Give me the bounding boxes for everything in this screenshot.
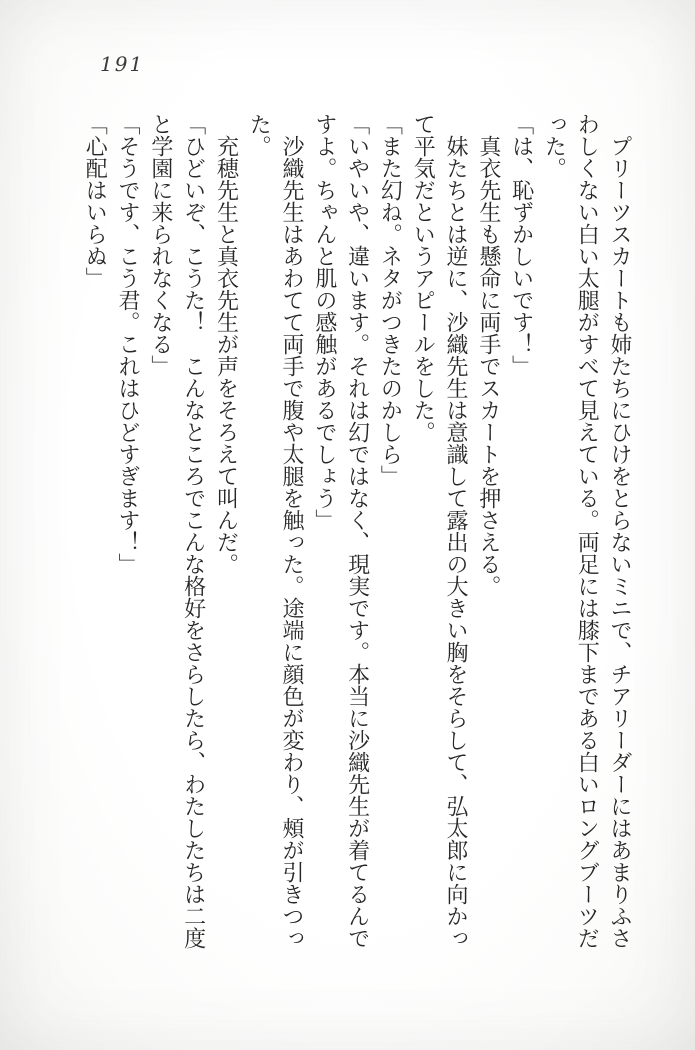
page-number: 191 — [100, 52, 145, 76]
text-line: 沙織先生はあわてて両手で腹や太腿を触った。途端に顔色が変わり、頰が引きつっ — [279, 113, 305, 949]
text-line: 「ひどいぞ、こうた！ こんなところでこんな格好をさらしたら、わたしたちは二度 — [180, 113, 206, 949]
text-line: 真衣先生も懸命に両手でスカートを押さえる。 — [475, 113, 501, 597]
text-line: た。 — [246, 113, 272, 157]
text-block — [77, 113, 635, 953]
text-line: て平気だというアピールをした。 — [410, 113, 436, 443]
text-line: 「そうです、こう君。これはひどすぎます！」 — [115, 113, 141, 575]
text-line: 「は、恥ずかしいです！」 — [508, 113, 534, 377]
text-line: プリーツスカートも姉たちにひけをとらないミニで、チアリーダーにはあまりふさ — [607, 113, 632, 949]
text-line: った。 — [541, 113, 567, 179]
text-line: わしくない白い太腿がすべて見えている。両足には膝下まである白いロングブーツだ — [574, 113, 600, 949]
text-line: と学園に来られなくなる」 — [147, 113, 173, 377]
text-line: 「いやいや、違います。それは幻ではなく、現実です。本当に沙織先生が着てるんで — [344, 113, 370, 949]
text-line: 「心配はいらぬ」 — [82, 113, 108, 289]
text-line: 「また幻ね。ネタがつきたのかしら」 — [377, 113, 403, 487]
text-line: すよ。ちゃんと肌の感触があるでしょう」 — [311, 113, 337, 531]
text-line: 妹たちとは逆に、沙織先生は意識して露出の大きい胸をそらして、弘太郎に向かっ — [443, 113, 469, 949]
text-line: 充穂先生と真衣先生が声をそろえて叫んだ。 — [213, 113, 239, 575]
